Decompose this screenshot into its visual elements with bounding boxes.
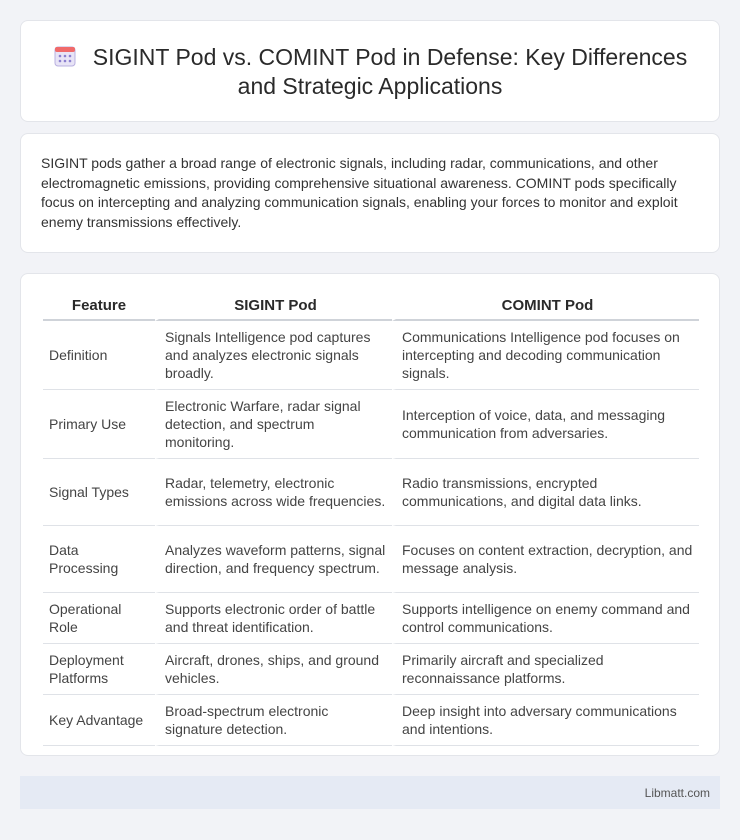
table-cell-sigint: Signals Intelligence pod captures and analyzes electronic signals broadly.: [155, 321, 392, 390]
table-cell-feature: Deployment Platforms: [43, 644, 155, 695]
table-cell-feature: Primary Use: [43, 390, 155, 459]
title-card: [20, 20, 720, 122]
page-title: [21, 43, 719, 101]
table-cell-sigint: Supports electronic order of battle and threat identification.: [155, 593, 392, 644]
table-row: [43, 526, 699, 593]
comparison-table: [43, 294, 699, 746]
intro-paragraph: SIGINT pods gather a broad range of electronic signals, including radar, communications, and other electromagnetic emissions, providing comprehensive situational awareness. COMINT pods specifically focus on intercepting and analyzing communication signals, enabling your forces to monitor and exploit enemy transmissions effectively.: [41, 155, 678, 230]
table-cell-comint: Communications Intelligence pod focuses on intercepting and decoding communication signals.: [392, 321, 699, 390]
table-cell-comint: Focuses on content extraction, decryption, and message analysis.: [392, 526, 699, 593]
column-header-feature: Feature: [43, 294, 155, 321]
table-cell-feature: Key Advantage: [43, 695, 155, 746]
table-cell-sigint: Radar, telemetry, electronic emissions across wide frequencies.: [155, 459, 392, 526]
table-row: [43, 695, 699, 746]
table-cell-comint: Supports intelligence on enemy command and control communications.: [392, 593, 699, 644]
footer-bar: [20, 776, 720, 809]
page-title-text: SIGINT Pod vs. COMINT Pod in Defense: Key Differences and Strategic Applications: [92, 44, 688, 99]
table-cell-feature: Data Processing: [43, 526, 155, 593]
calendar-icon: [53, 44, 77, 68]
table-cell-sigint: Aircraft, drones, ships, and ground vehicles.: [155, 644, 392, 695]
comparison-card: [20, 273, 720, 756]
table-cell-comint: Radio transmissions, encrypted communications, and digital data links.: [392, 459, 699, 526]
table-row: [43, 644, 699, 695]
column-header-comint: COMINT Pod: [392, 294, 699, 321]
table-cell-comint: Deep insight into adversary communications and intentions.: [392, 695, 699, 746]
table-cell-feature: Operational Role: [43, 593, 155, 644]
column-header-sigint: SIGINT Pod: [155, 294, 392, 321]
footer-site-link[interactable]: Libmatt.com: [644, 786, 710, 800]
table-cell-sigint: Broad-spectrum electronic signature detection.: [155, 695, 392, 746]
table-row: [43, 593, 699, 644]
table-cell-feature: Signal Types: [43, 459, 155, 526]
table-cell-sigint: Electronic Warfare, radar signal detection, and spectrum monitoring.: [155, 390, 392, 459]
intro-card: [20, 133, 720, 253]
table-row: [43, 321, 699, 390]
table-cell-sigint: Analyzes waveform patterns, signal direction, and frequency spectrum.: [155, 526, 392, 593]
table-cell-feature: Definition: [43, 321, 155, 390]
table-row: [43, 459, 699, 526]
table-cell-comint: Primarily aircraft and specialized reconnaissance platforms.: [392, 644, 699, 695]
table-cell-comint: Interception of voice, data, and messaging communication from adversaries.: [392, 390, 699, 459]
table-row: [43, 390, 699, 459]
table-header-row: [43, 294, 699, 321]
